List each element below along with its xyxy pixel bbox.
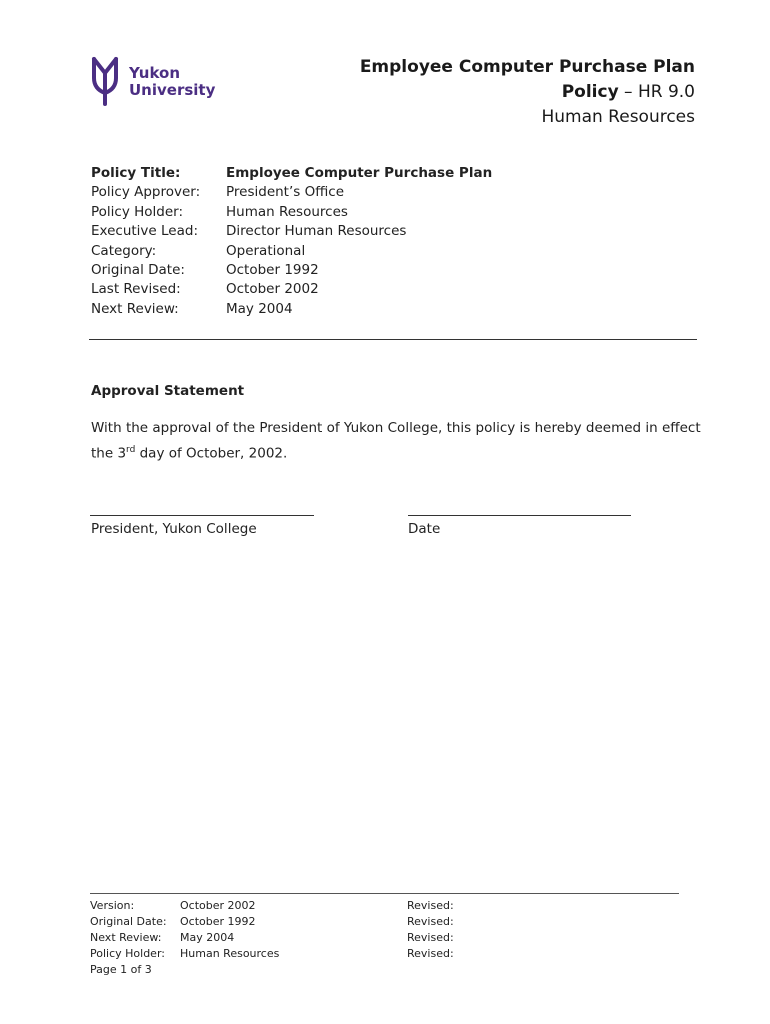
meta-label: Executive Lead: bbox=[91, 223, 198, 240]
meta-row bbox=[91, 300, 492, 319]
meta-value: Operational bbox=[226, 242, 306, 259]
logo-text bbox=[129, 65, 215, 99]
footer-label: Version: bbox=[90, 899, 135, 912]
meta-row bbox=[91, 222, 492, 241]
footer-value: October 1992 bbox=[180, 915, 256, 928]
logo-line1: Yukon bbox=[129, 64, 181, 82]
footer-label: Original Date: bbox=[90, 915, 167, 928]
meta-label: Policy Approver: bbox=[91, 184, 201, 201]
meta-label: Policy Title: bbox=[91, 165, 181, 181]
department: Human Resources bbox=[541, 107, 695, 127]
meta-label: Policy Holder: bbox=[91, 203, 184, 220]
footer-label: Next Review: bbox=[90, 931, 162, 944]
logo-line2: University bbox=[129, 81, 216, 99]
approval-heading: Approval Statement bbox=[91, 383, 245, 399]
page-number: Page 1 of 3 bbox=[90, 963, 152, 976]
document-header bbox=[360, 55, 695, 130]
signature-label-date: Date bbox=[408, 521, 441, 537]
meta-label: Next Review: bbox=[91, 300, 179, 317]
meta-value: Director Human Resources bbox=[226, 223, 407, 240]
meta-value: President’s Office bbox=[226, 184, 344, 201]
meta-row bbox=[91, 242, 492, 261]
footer-row bbox=[90, 898, 279, 914]
signature-label-president: President, Yukon College bbox=[91, 521, 257, 537]
meta-value: October 1992 bbox=[226, 262, 319, 279]
meta-label: Category: bbox=[91, 242, 157, 259]
footer-row bbox=[90, 930, 279, 946]
yukon-university-logo bbox=[90, 56, 230, 108]
policy-number: – HR 9.0 bbox=[618, 82, 695, 102]
meta-row bbox=[91, 261, 492, 280]
signature-line-date bbox=[408, 515, 631, 516]
approval-superscript: rd bbox=[126, 445, 136, 455]
approval-text bbox=[91, 417, 701, 465]
footer-value: October 2002 bbox=[180, 899, 256, 912]
logo-mark-icon bbox=[90, 56, 120, 108]
meta-value: Employee Computer Purchase Plan bbox=[226, 165, 493, 181]
meta-row bbox=[91, 280, 492, 299]
meta-row bbox=[91, 203, 492, 222]
section-divider bbox=[89, 339, 697, 340]
meta-row bbox=[91, 183, 492, 202]
approval-text-main: With the approval of the President of Yukon College, this policy is hereby deemed in effect the 3 bbox=[91, 420, 701, 462]
footer-value: Human Resources bbox=[180, 947, 280, 960]
footer-row bbox=[90, 946, 279, 962]
meta-value: Human Resources bbox=[226, 203, 348, 220]
revised-label: Revised: bbox=[407, 947, 454, 960]
meta-label: Original Date: bbox=[91, 262, 185, 279]
meta-value: October 2002 bbox=[226, 281, 319, 298]
footer-divider bbox=[90, 893, 679, 894]
revised-label: Revised: bbox=[407, 915, 454, 928]
footer-value: May 2004 bbox=[180, 931, 235, 944]
footer-revised bbox=[407, 898, 454, 962]
meta-value: May 2004 bbox=[226, 300, 293, 317]
meta-label: Last Revised: bbox=[91, 281, 181, 298]
policy-number-line bbox=[360, 80, 695, 105]
footer-info bbox=[90, 898, 279, 978]
revised-label: Revised: bbox=[407, 931, 454, 944]
signature-line-president bbox=[90, 515, 314, 516]
revised-label: Revised: bbox=[407, 899, 454, 912]
document-title: Employee Computer Purchase Plan bbox=[359, 57, 695, 77]
policy-metadata bbox=[91, 164, 492, 319]
approval-text-end: day of October, 2002. bbox=[135, 445, 288, 462]
footer-label: Policy Holder: bbox=[90, 947, 165, 960]
meta-row bbox=[91, 164, 492, 183]
policy-label: Policy bbox=[561, 82, 619, 102]
footer-row bbox=[90, 914, 279, 930]
